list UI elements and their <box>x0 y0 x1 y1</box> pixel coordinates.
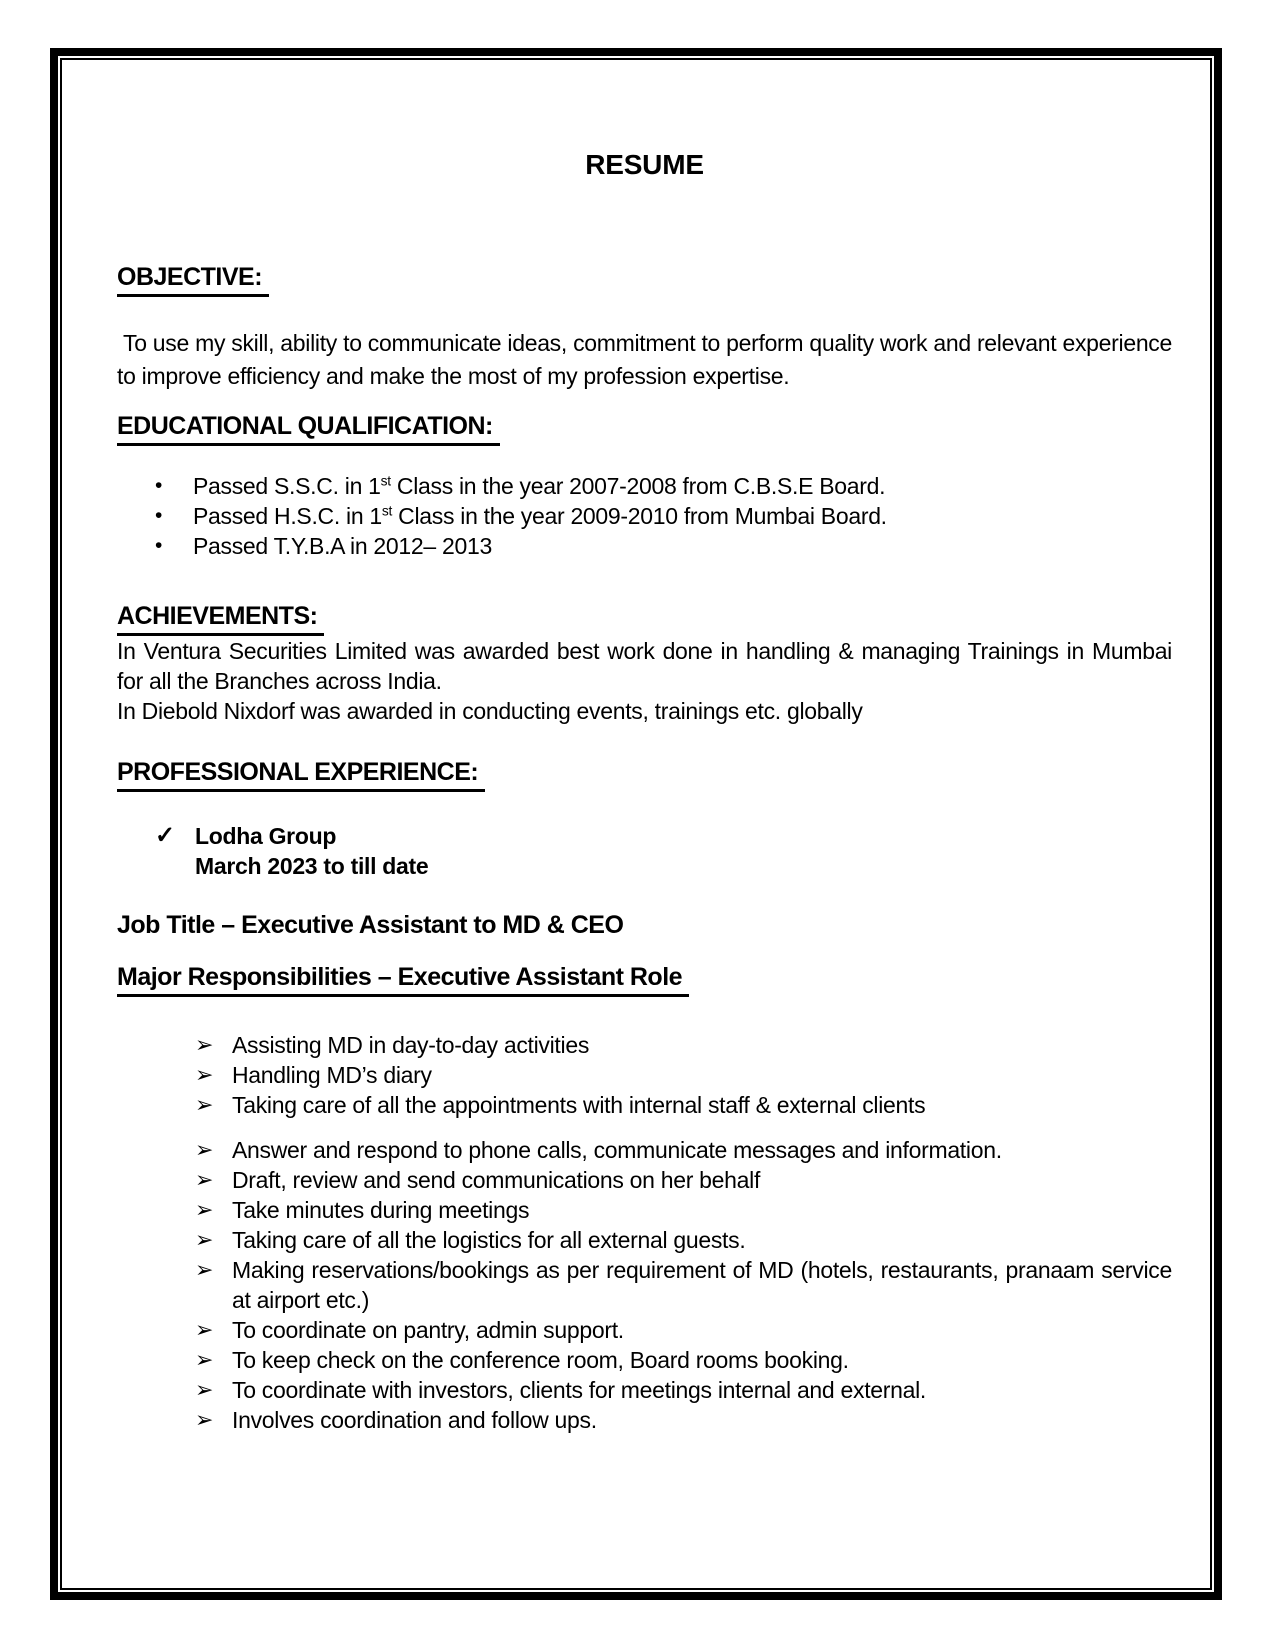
responsibility-text: Taking care of all the appointments with internal staff & external clients <box>232 1092 926 1118</box>
responsibility-text: Involves coordination and follow ups. <box>232 1407 597 1433</box>
employment-period-row <box>117 851 1172 881</box>
responsibility-item <box>117 1135 1172 1165</box>
experience-heading <box>117 755 1172 792</box>
arrow-bullet-icon: ➢ <box>195 1197 214 1222</box>
responsibility-item <box>117 1195 1172 1225</box>
responsibility-text: Taking care of all the logistics for all external guests. <box>232 1227 746 1253</box>
education-item-text: Passed T.Y.B.A in 2012– 2013 <box>193 533 492 559</box>
arrow-bullet-icon: ➢ <box>195 1377 214 1402</box>
responsibilities-list-group1 <box>117 1030 1172 1120</box>
ordinal-suffix: st <box>380 473 391 489</box>
responsibility-text: Answer and respond to phone calls, communicate messages and information. <box>232 1137 1002 1163</box>
education-item-text: Passed H.S.C. in 1st Class in the year 2009-2010 from Mumbai Board. <box>193 503 887 529</box>
education-item-text: Passed S.S.C. in 1st Class in the year 2007-2008 from C.B.S.E Board. <box>193 473 886 499</box>
arrow-bullet-icon: ➢ <box>195 1227 214 1252</box>
arrow-bullet-icon: ➢ <box>195 1317 214 1342</box>
ordinal-suffix: st <box>381 503 393 519</box>
responsibility-item <box>117 1345 1172 1375</box>
objective-heading <box>117 260 1172 297</box>
employer-name-row <box>117 821 1172 851</box>
responsibility-item <box>117 1090 1172 1120</box>
objective-paragraph: To use my skill, ability to communicate ideas, commitment to perform quality work and relevant experience to improve efficiency and make the most of my profession expertise. <box>117 330 1172 389</box>
education-item <box>117 471 1172 501</box>
objective-heading-text: OBJECTIVE: <box>117 260 269 297</box>
responsibilities-heading-text: Major Responsibilities – Executive Assistant Role <box>117 960 689 997</box>
education-heading-text: EDUCATIONAL QUALIFICATION: <box>117 409 500 446</box>
responsibilities-list-group2 <box>117 1135 1172 1435</box>
bullet-icon: • <box>155 504 163 527</box>
education-item <box>117 531 1172 561</box>
responsibility-text: Draft, review and send communications on her behalf <box>232 1167 761 1193</box>
responsibility-item <box>117 1165 1172 1195</box>
arrow-bullet-icon: ➢ <box>195 1137 214 1162</box>
employer-name: Lodha Group <box>195 823 337 849</box>
arrow-bullet-icon: ➢ <box>195 1257 214 1282</box>
education-list <box>117 471 1172 561</box>
responsibilities-heading <box>117 960 1172 997</box>
education-heading <box>117 409 1172 446</box>
responsibility-text: To keep check on the conference room, Board rooms booking. <box>232 1347 849 1373</box>
bullet-icon: • <box>155 534 163 557</box>
experience-heading-text: PROFESSIONAL EXPERIENCE: <box>117 755 485 792</box>
responsibility-text: Assisting MD in day-to-day activities <box>232 1032 590 1058</box>
responsibility-item <box>117 1225 1172 1255</box>
responsibility-item <box>117 1375 1172 1405</box>
responsibility-item <box>117 1030 1172 1060</box>
arrow-bullet-icon: ➢ <box>195 1347 214 1372</box>
job-title-line: Job Title – Executive Assistant to MD & CEO <box>117 911 624 939</box>
arrow-bullet-icon: ➢ <box>195 1032 214 1057</box>
responsibility-text: Take minutes during meetings <box>232 1197 530 1223</box>
achievements-heading-text: ACHIEVEMENTS: <box>117 599 324 636</box>
responsibility-item <box>117 1060 1172 1090</box>
responsibility-item <box>117 1405 1172 1435</box>
achievements-paragraph-1: In Ventura Securities Limited was awarded best work done in handling & managing Trainings in Mumbai for all the Branches across India. <box>117 638 1172 694</box>
bullet-icon: • <box>155 474 163 497</box>
responsibility-text: Handling MD’s diary <box>232 1062 432 1088</box>
document-title: RESUME <box>585 149 704 180</box>
education-item <box>117 501 1172 531</box>
responsibility-item <box>117 1315 1172 1345</box>
page-content <box>117 48 1172 1435</box>
achievements-heading <box>117 599 1172 636</box>
checkmark-icon: ✓ <box>155 822 175 849</box>
arrow-bullet-icon: ➢ <box>195 1092 214 1117</box>
responsibility-text: Making reservations/bookings as per requirement of MD (hotels, restaurants, pranaam service at airport etc.) <box>232 1257 1172 1313</box>
responsibility-item <box>117 1255 1172 1315</box>
responsibility-text: To coordinate on pantry, admin support. <box>232 1317 624 1343</box>
responsibility-text: To coordinate with investors, clients for meetings internal and external. <box>232 1377 927 1403</box>
arrow-bullet-icon: ➢ <box>195 1407 214 1432</box>
employer-block <box>117 821 1172 881</box>
arrow-bullet-icon: ➢ <box>195 1062 214 1087</box>
arrow-bullet-icon: ➢ <box>195 1167 214 1192</box>
achievements-paragraph-2: In Diebold Nixdorf was awarded in conducting events, trainings etc. globally <box>117 698 863 724</box>
employment-period: March 2023 to till date <box>195 853 429 879</box>
